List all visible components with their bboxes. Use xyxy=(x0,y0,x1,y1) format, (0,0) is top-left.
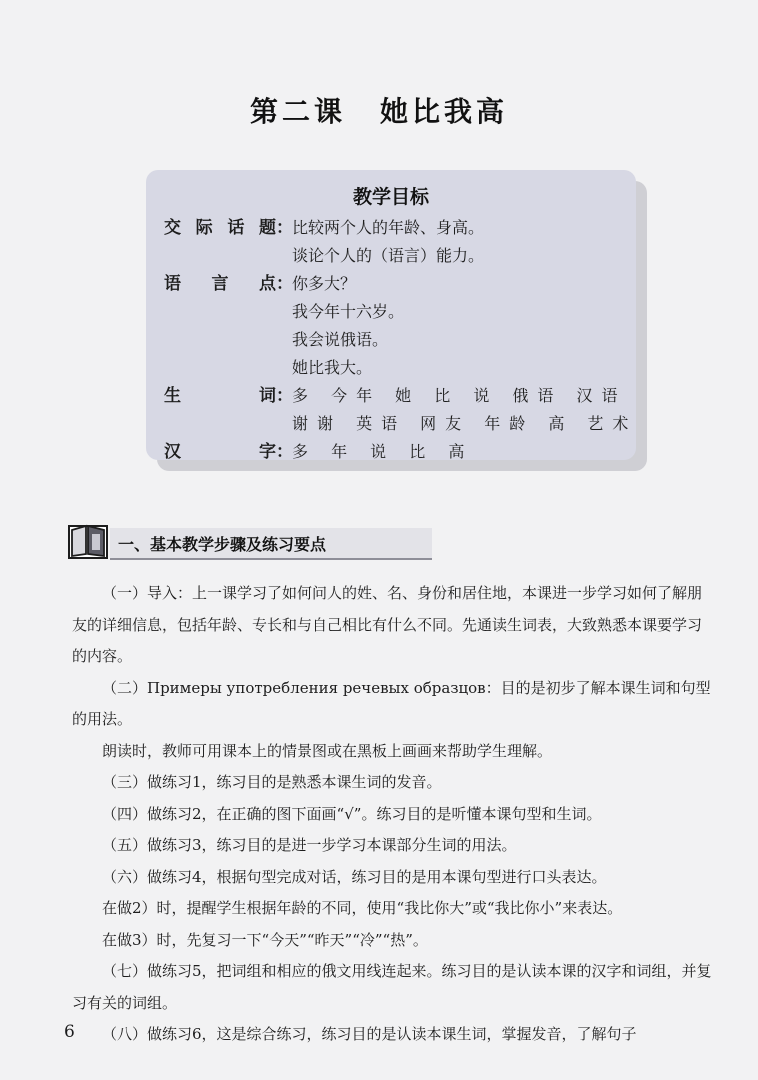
paragraph: 在做2）时，提醒学生根据年龄的不同，使用“我比你大”或“我比你小”来表达。 xyxy=(102,899,623,917)
label-colon: ： xyxy=(276,218,293,238)
label-colon: ： xyxy=(276,274,293,294)
objective-label: 语言点 xyxy=(164,274,276,294)
paragraph: （五）做练习3，练习目的是进一步学习本课部分生词的用法。 xyxy=(102,836,517,854)
objective-label: 生词 xyxy=(164,386,276,406)
lesson-number: 第二课 xyxy=(249,95,346,128)
paragraph: （二）Примеры употребления речевых образцов：目的是初步了解本课生词和句型的用法。 xyxy=(72,678,711,728)
paragraph: （一）导入：上一课学习了如何问人的姓、名、身份和居住地，本课进一步学习如何了解朋友的详细信息，包括年龄、专长和与自己相比有什么不同。先通读生词表，大致熟悉本课要学习的内容。 xyxy=(72,584,703,665)
page-number: 6 xyxy=(64,1022,75,1042)
lesson-name: 她比我高 xyxy=(380,95,509,128)
section-title: 一、基本教学步骤及练习要点 xyxy=(118,535,327,554)
label-colon: ： xyxy=(276,442,293,462)
objectives-box xyxy=(146,170,636,460)
lesson-title xyxy=(0,90,758,130)
objective-lines xyxy=(292,382,637,438)
objective-line: 我会说俄语。 xyxy=(292,330,389,349)
objective-line: 多 今年 她 比 说 俄语 汉语 xyxy=(292,386,627,405)
objective-line: 她比我大。 xyxy=(292,358,373,377)
objective-line: 比较两个人的年龄、身高。 xyxy=(292,218,485,237)
paragraph: （六）做练习4，根据句型完成对话，练习目的是用本课句型进行口头表达。 xyxy=(102,867,607,886)
paragraph: （八）做练习6，这是综合练习，练习目的是认读本课生词，掌握发音，了解句子 xyxy=(102,1025,637,1043)
paragraph: 在做3）时，先复习一下“今天”“昨天”“冷”“热”。 xyxy=(102,930,428,949)
objective-label: 交际话题 xyxy=(164,218,276,238)
paragraph: 朗读时，教师可用课本上的情景图或在黑板上画画来帮助学生理解。 xyxy=(102,741,553,760)
objective-line: 你多大？ xyxy=(292,274,357,293)
objective-line: 谈论个人的（语言）能力。 xyxy=(292,246,485,265)
objective-line: 多 年 说 比 高 xyxy=(292,442,474,461)
paragraph: （三）做练习1，练习目的是熟悉本课生词的发音。 xyxy=(102,773,442,791)
body-text xyxy=(72,578,712,1051)
objective-lines xyxy=(292,214,484,270)
objective-lines xyxy=(292,438,473,466)
objective-line: 我今年十六岁。 xyxy=(292,302,405,321)
objective-line: 谢谢 英语 网友 年龄 高 艺术 xyxy=(292,414,638,433)
label-colon: ： xyxy=(276,386,293,406)
objective-lines xyxy=(292,270,404,382)
paragraph: （四）做练习2，在正确的图下面画“√”。练习目的是听懂本课句型和生词。 xyxy=(102,804,602,823)
objectives-heading: 教学目标 xyxy=(352,186,429,208)
book-icon xyxy=(68,520,108,560)
objective-label: 汉字 xyxy=(164,442,276,462)
paragraph: （七）做练习5，把词组和相应的俄文用线连起来。练习目的是认读本课的汉字和词组，并复习有关的词组。 xyxy=(72,962,712,1012)
